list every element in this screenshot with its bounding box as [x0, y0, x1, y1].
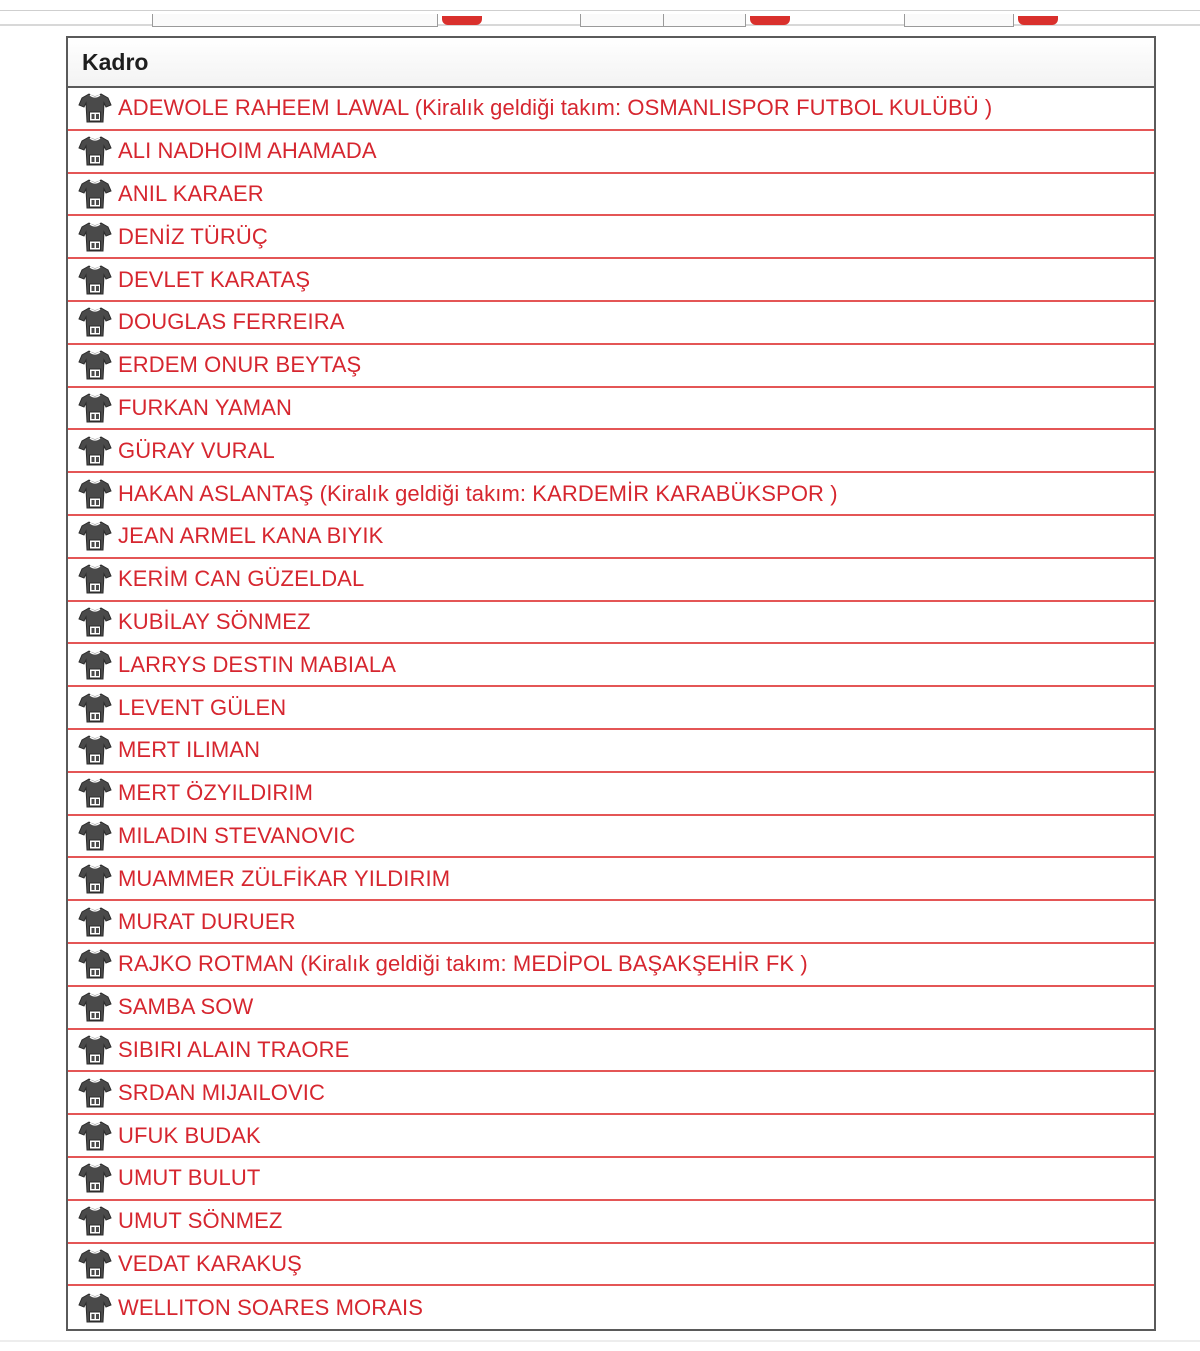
player-link[interactable]: KERİM CAN GÜZELDAL [118, 566, 365, 592]
filter-button-date[interactable] [750, 16, 790, 25]
player-link[interactable]: DOUGLAS FERREIRA [118, 309, 345, 335]
jersey-icon [78, 263, 112, 297]
player-link[interactable]: KUBİLAY SÖNMEZ [118, 608, 311, 634]
player-row[interactable] [68, 644, 1154, 687]
player-link[interactable]: HAKAN ASLANTAŞ (Kiralık geldiği takım: KARDEMİR KARABÜKSPOR ) [118, 480, 838, 506]
player-row[interactable] [68, 944, 1154, 987]
filter-button-season[interactable] [442, 16, 482, 25]
player-row[interactable] [68, 345, 1154, 388]
player-row[interactable] [68, 987, 1154, 1030]
player-row[interactable] [68, 216, 1154, 259]
player-row[interactable] [68, 516, 1154, 559]
player-row[interactable] [68, 473, 1154, 516]
player-link[interactable]: UMUT SÖNMEZ [118, 1208, 283, 1234]
jersey-icon [78, 434, 112, 468]
player-link[interactable]: ADEWOLE RAHEEM LAWAL (Kiralık geldiği takım: OSMANLISPOR FUTBOL KULÜBÜ ) [118, 95, 993, 121]
jersey-icon [78, 1291, 112, 1325]
squad-table-title: Kadro [68, 38, 1154, 88]
jersey-icon [78, 648, 112, 682]
filter-button-week[interactable] [1018, 16, 1058, 25]
player-row[interactable] [68, 901, 1154, 944]
player-row[interactable] [68, 302, 1154, 345]
jersey-icon [78, 477, 112, 511]
filter-select-season[interactable] [152, 14, 438, 27]
jersey-icon [78, 91, 112, 125]
top-divider [0, 10, 1200, 11]
player-row[interactable] [68, 1244, 1154, 1287]
jersey-icon [78, 733, 112, 767]
player-link[interactable]: UFUK BUDAK [118, 1122, 261, 1148]
squad-table [66, 36, 1156, 1331]
jersey-icon [78, 1247, 112, 1281]
player-link[interactable]: SAMBA SOW [118, 994, 254, 1020]
jersey-icon [78, 947, 112, 981]
player-link[interactable]: FURKAN YAMAN [118, 394, 292, 420]
jersey-icon [78, 177, 112, 211]
player-link[interactable]: DEVLET KARATAŞ [118, 266, 311, 292]
player-row[interactable] [68, 1030, 1154, 1073]
player-row[interactable] [68, 1072, 1154, 1115]
player-row[interactable] [68, 1201, 1154, 1244]
player-row[interactable] [68, 174, 1154, 217]
player-link[interactable]: ANIL KARAER [118, 180, 264, 206]
player-link[interactable]: LEVENT GÜLEN [118, 694, 287, 720]
player-row[interactable] [68, 730, 1154, 773]
player-list [68, 88, 1154, 1329]
player-link[interactable]: SIBIRI ALAIN TRAORE [118, 1036, 350, 1062]
jersey-icon [78, 134, 112, 168]
player-row[interactable] [68, 559, 1154, 602]
player-row[interactable] [68, 773, 1154, 816]
player-row[interactable] [68, 259, 1154, 302]
player-link[interactable]: RAJKO ROTMAN (Kiralık geldiği takım: MEDİPOL BAŞAKŞEHİR FK ) [118, 951, 808, 977]
player-link[interactable]: LARRYS DESTIN MABIALA [118, 651, 397, 677]
jersey-icon [78, 1204, 112, 1238]
player-row[interactable] [68, 816, 1154, 859]
player-link[interactable]: MERT ILIMAN [118, 737, 261, 763]
player-link[interactable]: MUAMMER ZÜLFİKAR YILDIRIM [118, 865, 451, 891]
player-link[interactable]: ERDEM ONUR BEYTAŞ [118, 352, 362, 378]
player-row[interactable] [68, 687, 1154, 730]
player-row[interactable] [68, 1115, 1154, 1158]
player-link[interactable]: DENİZ TÜRÜÇ [118, 223, 268, 249]
player-link[interactable]: ALI NADHOIM AHAMADA [118, 138, 377, 164]
player-link[interactable]: MURAT DURUER [118, 908, 296, 934]
jersey-icon [78, 1161, 112, 1195]
filter-select-divider [663, 14, 664, 26]
jersey-icon [78, 391, 112, 425]
player-link[interactable]: SRDAN MIJAILOVIC [118, 1079, 325, 1105]
jersey-icon [78, 562, 112, 596]
player-link[interactable]: MERT ÖZYILDIRIM [118, 780, 314, 806]
player-link[interactable]: VEDAT KARAKUŞ [118, 1250, 302, 1276]
player-link[interactable]: MILADIN STEVANOVIC [118, 822, 356, 848]
jersey-icon [78, 990, 112, 1024]
jersey-icon [78, 862, 112, 896]
jersey-icon [78, 519, 112, 553]
jersey-icon [78, 1119, 112, 1153]
player-row[interactable] [68, 1286, 1154, 1329]
jersey-icon [78, 1033, 112, 1067]
player-link[interactable]: UMUT BULUT [118, 1165, 261, 1191]
jersey-icon [78, 1076, 112, 1110]
top-filter-strip [0, 0, 1200, 26]
jersey-icon [78, 220, 112, 254]
player-row[interactable] [68, 1158, 1154, 1201]
player-link[interactable]: WELLITON SOARES MORAIS [118, 1294, 423, 1320]
player-row[interactable] [68, 88, 1154, 131]
jersey-icon [78, 776, 112, 810]
player-row[interactable] [68, 430, 1154, 473]
jersey-icon [78, 691, 112, 725]
player-link[interactable]: GÜRAY VURAL [118, 437, 275, 463]
jersey-icon [78, 305, 112, 339]
jersey-icon [78, 605, 112, 639]
player-row[interactable] [68, 602, 1154, 645]
jersey-icon [78, 905, 112, 939]
player-link[interactable]: JEAN ARMEL KANA BIYIK [118, 523, 384, 549]
player-row[interactable] [68, 131, 1154, 174]
jersey-icon [78, 348, 112, 382]
jersey-icon [78, 819, 112, 853]
player-row[interactable] [68, 858, 1154, 901]
filter-select-date[interactable] [580, 14, 746, 27]
bottom-divider [0, 1340, 1200, 1342]
filter-select-week[interactable] [904, 14, 1014, 27]
player-row[interactable] [68, 388, 1154, 431]
